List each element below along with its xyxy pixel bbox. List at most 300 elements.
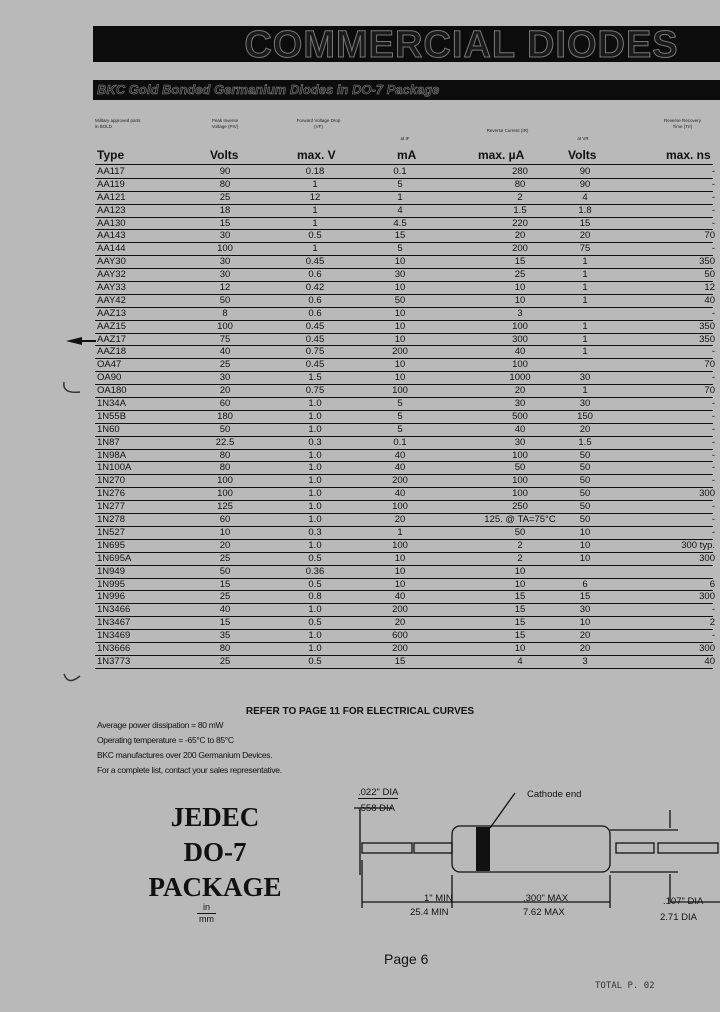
cell: 1 bbox=[582, 269, 588, 281]
part-type: 1N949 bbox=[97, 565, 125, 577]
part-type: AAY32 bbox=[97, 269, 126, 281]
table-row bbox=[95, 656, 713, 669]
cell: 0.1 bbox=[393, 166, 407, 177]
cell: 30 bbox=[219, 372, 231, 384]
cell: 50 bbox=[579, 501, 591, 513]
body-dia-mm: 2.71 DIA bbox=[660, 912, 697, 923]
cell: 40 bbox=[219, 346, 231, 358]
cell: 350 bbox=[699, 333, 715, 345]
cell: 10 bbox=[394, 256, 406, 268]
part-type: 1N270 bbox=[97, 475, 125, 487]
cell: 100 bbox=[392, 539, 408, 551]
cell: 500 bbox=[512, 410, 528, 422]
cell: 25 bbox=[219, 359, 231, 371]
cell: 0.75 bbox=[305, 346, 325, 358]
cell: 15 bbox=[514, 630, 526, 642]
cell: 10 bbox=[394, 359, 406, 371]
part-type: AAZ15 bbox=[97, 320, 127, 332]
table-row bbox=[95, 385, 713, 398]
cell: 0.3 bbox=[308, 526, 322, 538]
cell: 2 bbox=[517, 539, 523, 551]
part-type: 1N100A bbox=[97, 462, 132, 474]
cell: 10 bbox=[394, 307, 406, 319]
part-type: 1N3466 bbox=[97, 604, 131, 616]
cell: 15 bbox=[579, 217, 591, 229]
cell: - bbox=[711, 243, 715, 255]
cell: 100 bbox=[512, 320, 528, 332]
cell: 30 bbox=[219, 256, 231, 268]
part-type: OA47 bbox=[97, 359, 122, 371]
cell: 80 bbox=[514, 178, 526, 190]
cell: 0.1 bbox=[393, 436, 407, 448]
col-sub-if: at IF bbox=[400, 136, 410, 141]
cell: 10 bbox=[394, 282, 406, 294]
cell: 30 bbox=[394, 269, 406, 281]
table-row bbox=[95, 359, 713, 372]
col-ma: mA bbox=[397, 148, 417, 162]
cell: 0.18 bbox=[305, 166, 325, 177]
col-max-v: max. V bbox=[297, 148, 336, 162]
cell: 40 bbox=[394, 591, 406, 603]
cell: 12 bbox=[219, 282, 231, 294]
cell: 4 bbox=[582, 191, 588, 203]
cell: 15 bbox=[219, 617, 231, 629]
cell: 75 bbox=[579, 243, 591, 255]
cell: 350 bbox=[699, 256, 715, 268]
cell: 15 bbox=[514, 617, 526, 629]
cell: 40 bbox=[394, 462, 406, 474]
table-row bbox=[95, 437, 713, 450]
cell: 80 bbox=[219, 462, 231, 474]
unit-mm: mm bbox=[199, 914, 214, 924]
cell: 1.0 bbox=[308, 488, 322, 500]
table-row bbox=[95, 488, 713, 501]
cell: 3 bbox=[582, 655, 588, 667]
body-len-in: .300" MAX bbox=[523, 893, 569, 904]
cell: 20 bbox=[394, 514, 406, 526]
col-sub-piv: Peak Inverse Voltage (PIV) bbox=[211, 118, 239, 129]
cell: 1.0 bbox=[308, 514, 322, 526]
cell: 20 bbox=[394, 617, 406, 629]
package-line3: PACKAGE bbox=[148, 872, 282, 902]
cell: 30 bbox=[514, 436, 526, 448]
part-type: AAY30 bbox=[97, 256, 126, 268]
part-type: 1N98A bbox=[97, 449, 127, 461]
cell: 50 bbox=[394, 294, 406, 306]
table-row bbox=[95, 553, 713, 566]
cell: 40 bbox=[704, 655, 715, 667]
part-type: AA144 bbox=[97, 243, 126, 255]
table-row bbox=[95, 591, 713, 604]
part-type: 1N3467 bbox=[97, 617, 131, 629]
part-type: AA119 bbox=[97, 178, 125, 190]
cell: - bbox=[711, 204, 715, 216]
col-max-ua: max. µA bbox=[478, 148, 525, 162]
table-row bbox=[95, 540, 713, 553]
cell: 0.6 bbox=[308, 307, 322, 319]
cell: - bbox=[711, 178, 715, 190]
cell: 2 bbox=[709, 617, 715, 629]
part-type: 1N695A bbox=[97, 552, 132, 564]
cell: 70 bbox=[704, 230, 715, 242]
cell: - bbox=[711, 410, 715, 422]
col-vr-volts: Volts bbox=[568, 148, 597, 162]
cell: 25 bbox=[219, 591, 231, 603]
cell: 40 bbox=[394, 488, 406, 500]
cell: 5 bbox=[397, 398, 403, 410]
cell: 100 bbox=[512, 488, 528, 500]
table-row bbox=[95, 411, 713, 424]
cell: 15 bbox=[514, 591, 526, 603]
cell: 1.0 bbox=[308, 642, 322, 654]
table-row bbox=[95, 398, 713, 411]
table-row bbox=[95, 527, 713, 540]
cell: 100 bbox=[217, 475, 233, 487]
subtitle-banner: BKC Gold Bonded Germanium Diodes in DO-7 Package bbox=[93, 80, 720, 100]
cell: 1.5 bbox=[578, 436, 592, 448]
cell: 1.0 bbox=[308, 398, 322, 410]
cell: - bbox=[711, 307, 715, 319]
col-volts: Volts bbox=[210, 148, 239, 162]
cell: 4.5 bbox=[393, 217, 407, 229]
cell: - bbox=[711, 398, 715, 410]
cell: 15 bbox=[514, 604, 526, 616]
part-type: AAY33 bbox=[97, 282, 126, 294]
cell: 10 bbox=[394, 372, 406, 384]
header-rule bbox=[95, 164, 713, 165]
part-type: 1N55B bbox=[97, 410, 127, 422]
body-len-mm: 7.62 MAX bbox=[523, 907, 565, 918]
cell: 1.0 bbox=[308, 501, 322, 513]
cell: 4 bbox=[397, 204, 403, 216]
cell: 50 bbox=[219, 294, 231, 306]
cell: 10 bbox=[219, 526, 231, 538]
cell: 50 bbox=[579, 475, 591, 487]
cell: 250 bbox=[512, 501, 528, 513]
cell: 10 bbox=[514, 578, 526, 590]
note-contact: For a complete list, contact your sales representative. bbox=[97, 765, 282, 775]
cell: 100 bbox=[217, 488, 233, 500]
cell: 25 bbox=[219, 191, 231, 203]
cell: 0.5 bbox=[308, 655, 322, 667]
cell: 0.8 bbox=[308, 591, 322, 603]
diode-table bbox=[95, 166, 713, 669]
cell: 1.0 bbox=[308, 410, 322, 422]
cell: 1.0 bbox=[308, 423, 322, 435]
cell: 300 typ. bbox=[681, 539, 715, 551]
table-row bbox=[95, 475, 713, 488]
table-row bbox=[95, 230, 713, 243]
cell: 1.8 bbox=[578, 204, 592, 216]
cell: 15 bbox=[219, 217, 231, 229]
cell: - bbox=[711, 346, 715, 358]
cell: 0.6 bbox=[308, 269, 322, 281]
cell: 200 bbox=[392, 475, 408, 487]
package-line2: DO-7 bbox=[183, 837, 247, 867]
cell: 10 bbox=[394, 552, 406, 564]
part-type: 1N276 bbox=[97, 488, 125, 500]
cell: 80 bbox=[219, 642, 231, 654]
cell: 25 bbox=[219, 655, 231, 667]
part-type: 1N995 bbox=[97, 578, 125, 590]
cell: 1.0 bbox=[308, 449, 322, 461]
part-type: AAZ17 bbox=[97, 333, 127, 345]
cell: 125. @ TA=75°C bbox=[484, 514, 556, 526]
cell: 6 bbox=[582, 578, 588, 590]
table-row bbox=[95, 218, 713, 231]
cell: 15 bbox=[579, 591, 591, 603]
cell: 90 bbox=[579, 166, 591, 177]
cell: 50 bbox=[514, 526, 526, 538]
cell: 90 bbox=[219, 166, 231, 177]
table-row bbox=[95, 346, 713, 359]
part-type: 1N3773 bbox=[97, 655, 131, 667]
cell: 2 bbox=[517, 191, 523, 203]
table-row bbox=[95, 514, 713, 527]
cell: 1.0 bbox=[308, 604, 322, 616]
part-type: AAZ13 bbox=[97, 307, 127, 319]
cell: 25 bbox=[514, 269, 526, 281]
part-type: 1N996 bbox=[97, 591, 125, 603]
cell: 40 bbox=[219, 604, 231, 616]
cell: 0.42 bbox=[305, 282, 325, 294]
lead-len-mm: 25.4 MIN bbox=[410, 907, 449, 918]
cell: 280 bbox=[512, 166, 528, 177]
cell: 4 bbox=[517, 655, 523, 667]
cell: 350 bbox=[699, 320, 715, 332]
page-title: COMMERCIAL DIODES bbox=[244, 24, 679, 66]
cell: 300 bbox=[699, 591, 715, 603]
cell: 100 bbox=[512, 475, 528, 487]
cell: 100 bbox=[392, 385, 408, 397]
table-row bbox=[95, 282, 713, 295]
cell: 20 bbox=[579, 423, 591, 435]
cell: 10 bbox=[394, 565, 406, 577]
cell: 50 bbox=[219, 423, 231, 435]
note-devices: BKC manufactures over 200 Germanium Devices. bbox=[97, 750, 273, 760]
cell: 20 bbox=[579, 642, 591, 654]
cell: 200 bbox=[392, 642, 408, 654]
table-row bbox=[95, 179, 713, 192]
cell: 10 bbox=[579, 526, 591, 538]
cell: - bbox=[711, 501, 715, 513]
part-type: 1N278 bbox=[97, 514, 125, 526]
cell: 50 bbox=[579, 488, 591, 500]
cell: 20 bbox=[219, 385, 231, 397]
part-type: AA117 bbox=[97, 166, 125, 177]
cell: 0.5 bbox=[308, 230, 322, 242]
body-dia-in: .107" DIA bbox=[663, 896, 704, 907]
part-type: AA143 bbox=[97, 230, 126, 242]
cell: 300 bbox=[512, 333, 528, 345]
cell: 3 bbox=[517, 307, 523, 319]
cell: 100 bbox=[392, 501, 408, 513]
cell: 2 bbox=[517, 552, 523, 564]
cell: 50 bbox=[579, 514, 591, 526]
cell: 50 bbox=[514, 462, 526, 474]
part-type: OA90 bbox=[97, 372, 122, 384]
cell: - bbox=[711, 166, 715, 177]
cell: 220 bbox=[512, 217, 528, 229]
cell: 1 bbox=[312, 243, 318, 255]
cell: 15 bbox=[514, 256, 526, 268]
cell: 1.0 bbox=[308, 475, 322, 487]
table-row bbox=[95, 643, 713, 656]
cell: 30 bbox=[579, 398, 591, 410]
part-type: OA180 bbox=[97, 385, 127, 397]
table-row bbox=[95, 321, 713, 334]
cell: 6 bbox=[709, 578, 715, 590]
cell: 80 bbox=[219, 449, 231, 461]
cell: 1 bbox=[582, 294, 588, 306]
cell: 20 bbox=[579, 230, 591, 242]
table-row bbox=[95, 450, 713, 463]
cell: 200 bbox=[392, 346, 408, 358]
cell: 22.5 bbox=[215, 436, 235, 448]
part-type: 1N3666 bbox=[97, 642, 131, 654]
cell: - bbox=[711, 475, 715, 487]
table-row bbox=[95, 462, 713, 475]
cell: - bbox=[711, 630, 715, 642]
cell: 10 bbox=[394, 333, 406, 345]
lead-len-in: 1" MIN bbox=[424, 893, 453, 904]
cell: 125 bbox=[217, 501, 233, 513]
cell: 5 bbox=[397, 178, 403, 190]
cell: 1000 bbox=[509, 372, 531, 384]
cell: 40 bbox=[514, 346, 526, 358]
cell: 10 bbox=[394, 320, 406, 332]
cell: - bbox=[711, 217, 715, 229]
cell: 10 bbox=[514, 642, 526, 654]
cell: 1.0 bbox=[308, 539, 322, 551]
cell: 15 bbox=[394, 230, 406, 242]
cell: 1.0 bbox=[308, 630, 322, 642]
table-row bbox=[95, 579, 713, 592]
cell: 1.5 bbox=[513, 204, 527, 216]
military-note: Military approved parts in BOLD bbox=[95, 118, 141, 129]
hole-punch-mark-icon bbox=[60, 670, 84, 688]
cell: 10 bbox=[579, 552, 591, 564]
part-type: 1N34A bbox=[97, 398, 127, 410]
cell: 180 bbox=[217, 410, 233, 422]
cell: 1 bbox=[582, 282, 588, 294]
refer-note: REFER TO PAGE 11 FOR ELECTRICAL CURVES bbox=[245, 706, 475, 717]
cell: 20 bbox=[514, 385, 526, 397]
col-sub-vf: Forward Voltage Drop (VF) bbox=[296, 118, 341, 129]
col-type: Type bbox=[97, 148, 125, 162]
cell: 0.36 bbox=[305, 565, 325, 577]
cell: 50 bbox=[704, 269, 715, 281]
cell: 18 bbox=[219, 204, 231, 216]
table-row bbox=[95, 166, 713, 179]
cell: 10 bbox=[394, 578, 406, 590]
table-row bbox=[95, 308, 713, 321]
cell: - bbox=[711, 526, 715, 538]
cell: 1 bbox=[582, 256, 588, 268]
cell: - bbox=[711, 462, 715, 474]
cell: 30 bbox=[219, 269, 231, 281]
cell: 70 bbox=[704, 359, 715, 371]
table-row bbox=[95, 501, 713, 514]
cell: 0.45 bbox=[305, 359, 325, 371]
units-legend bbox=[197, 902, 216, 925]
part-type: 1N527 bbox=[97, 526, 125, 538]
arrow-marker-icon bbox=[66, 334, 96, 348]
cell: 100 bbox=[512, 359, 528, 371]
hole-punch-mark-icon bbox=[60, 380, 84, 398]
table-row bbox=[95, 205, 713, 218]
cell: 5 bbox=[397, 243, 403, 255]
part-type: 1N3469 bbox=[97, 630, 131, 642]
table-row bbox=[95, 243, 713, 256]
cell: 1 bbox=[312, 178, 318, 190]
cell: 0.5 bbox=[308, 552, 322, 564]
cell: 100 bbox=[217, 243, 233, 255]
cell: 300 bbox=[699, 488, 715, 500]
part-type: 1N87 bbox=[97, 436, 120, 448]
cell: 300 bbox=[699, 642, 715, 654]
cell: 30 bbox=[579, 604, 591, 616]
cell: 20 bbox=[579, 630, 591, 642]
cell: 15 bbox=[219, 578, 231, 590]
cell: 1 bbox=[582, 320, 588, 332]
cell: 150 bbox=[577, 410, 593, 422]
fax-total-pages: TOTAL P. 02 bbox=[595, 981, 655, 991]
cell: 1.0 bbox=[308, 462, 322, 474]
table-row bbox=[95, 256, 713, 269]
cell: - bbox=[711, 604, 715, 616]
cell: 30 bbox=[579, 372, 591, 384]
table-row bbox=[95, 566, 713, 579]
cell: 0.5 bbox=[308, 617, 322, 629]
part-type: AA123 bbox=[97, 204, 126, 216]
cell: 600 bbox=[392, 630, 408, 642]
part-type: 1N277 bbox=[97, 501, 125, 513]
cell: - bbox=[711, 372, 715, 384]
cell: 1 bbox=[312, 204, 318, 216]
cell: 40 bbox=[514, 423, 526, 435]
cell: 0.75 bbox=[305, 385, 325, 397]
part-type: AAZ18 bbox=[97, 346, 127, 358]
cell: 0.5 bbox=[308, 578, 322, 590]
unit-inches: in bbox=[197, 902, 216, 914]
cell: 10 bbox=[514, 565, 526, 577]
table-row bbox=[95, 424, 713, 437]
cell: - bbox=[711, 436, 715, 448]
cell: 20 bbox=[219, 539, 231, 551]
cell: 0.45 bbox=[305, 333, 325, 345]
notes bbox=[97, 718, 282, 778]
col-sub-vr: at VR bbox=[577, 136, 589, 141]
note-temperature: Operating temperature = -65°C to 85°C bbox=[97, 735, 234, 745]
table-row bbox=[95, 334, 713, 347]
table-row bbox=[95, 372, 713, 385]
part-type: 1N60 bbox=[97, 423, 120, 435]
cell: 40 bbox=[394, 449, 406, 461]
cell: 90 bbox=[579, 178, 591, 190]
cell: 60 bbox=[219, 514, 231, 526]
cell: 50 bbox=[579, 449, 591, 461]
cell: 200 bbox=[512, 243, 528, 255]
cell: 1 bbox=[582, 333, 588, 345]
cell: 75 bbox=[219, 333, 231, 345]
cell: - bbox=[711, 449, 715, 461]
package-title bbox=[130, 800, 300, 905]
cell: 12 bbox=[309, 191, 321, 203]
cell: 5 bbox=[397, 410, 403, 422]
table-row bbox=[95, 630, 713, 643]
cell: 50 bbox=[219, 565, 231, 577]
